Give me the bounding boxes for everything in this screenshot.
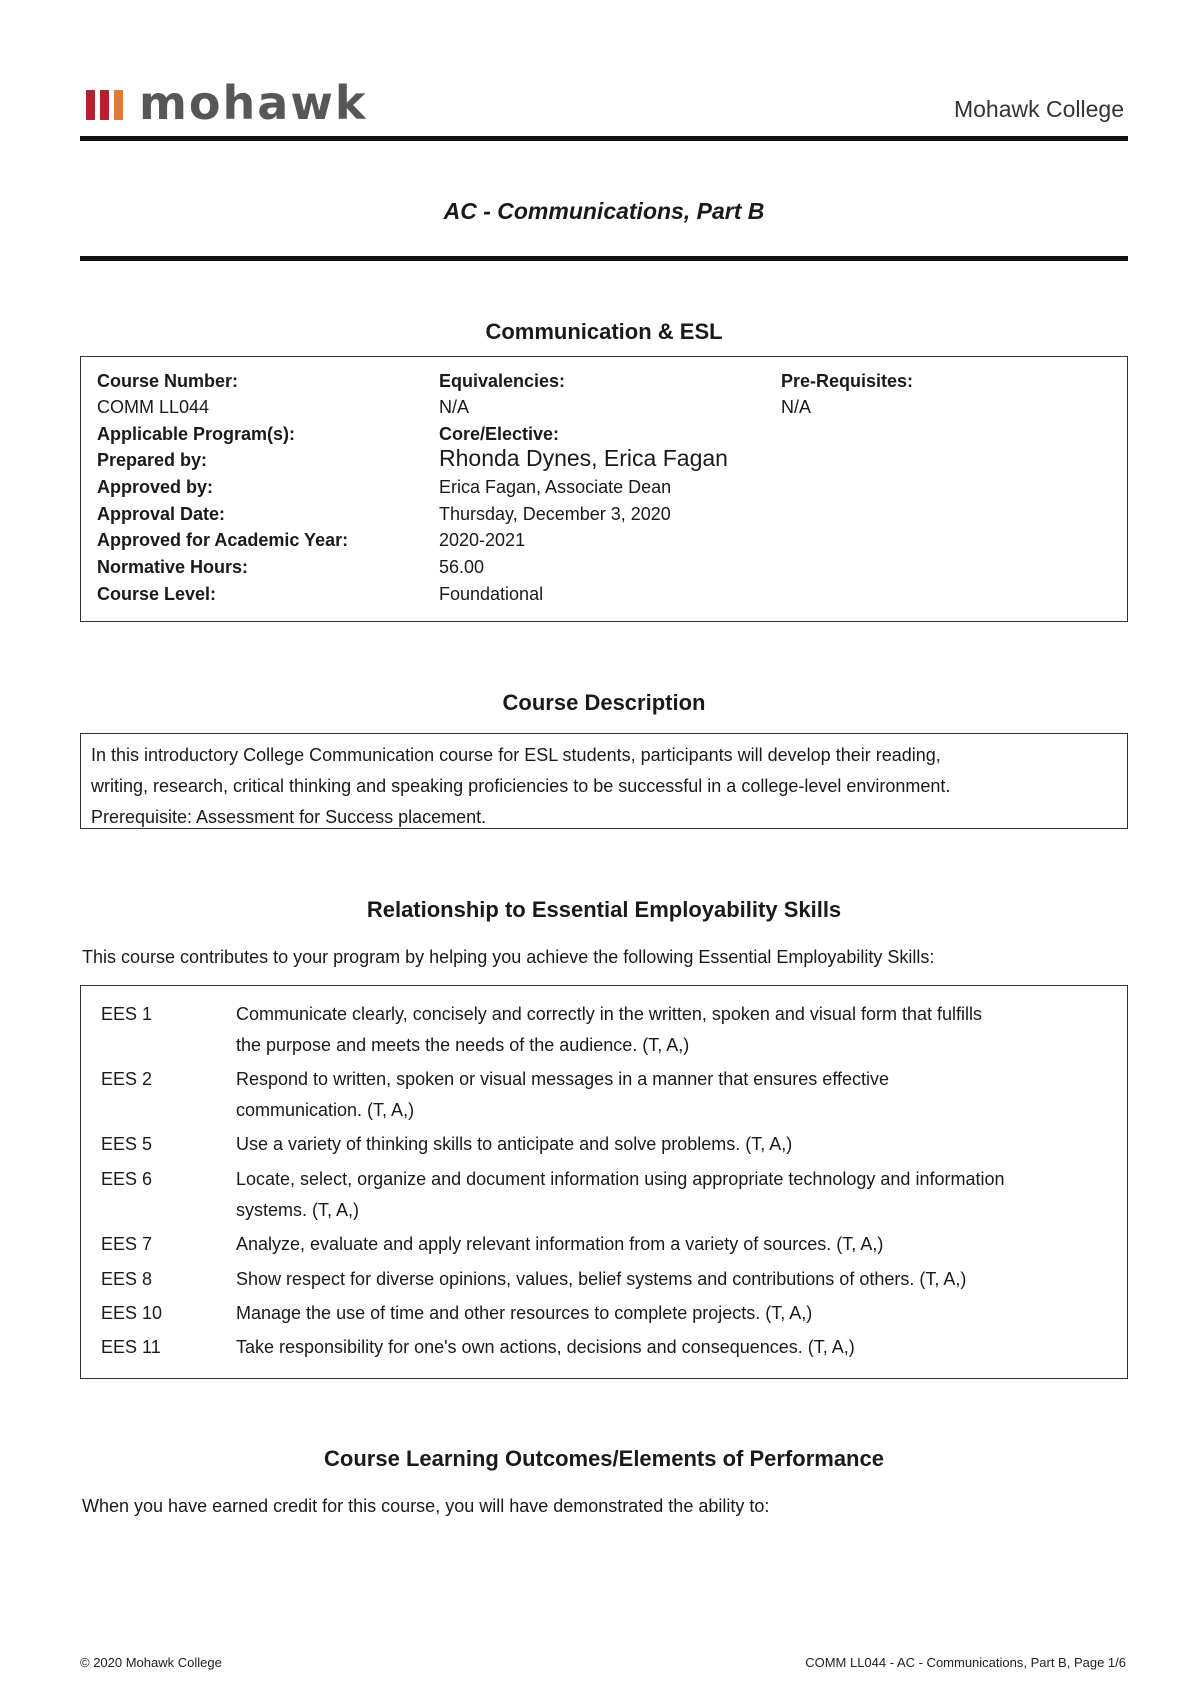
department-heading: Communication & ESL (485, 319, 723, 344)
academic-year-label: Approved for Academic Year: (97, 530, 349, 550)
approved-by-label: Approved by: (97, 477, 214, 497)
description-line: In this introductory College Communication course for ESL students, participants will develop their reading, (91, 745, 941, 765)
ees-list-box (80, 985, 1128, 1379)
ees-description (236, 1298, 1116, 1329)
course-number-label: Course Number: (97, 371, 239, 391)
ees-code: EES 10 (101, 1303, 163, 1323)
ees-code: EES 6 (101, 1169, 153, 1189)
description-line: Prerequisite: Assessment for Success placement. (91, 807, 487, 827)
course-description-text (91, 740, 1121, 833)
outcomes-heading: Course Learning Outcomes/Elements of Performance (324, 1446, 884, 1471)
ees-intro: This course contributes to your program by helping you achieve the following Essential Employability Skills: (82, 947, 935, 967)
equivalencies-label: Equivalencies: (439, 371, 566, 391)
ees-line: Locate, select, organize and document information using appropriate technology and information (236, 1169, 1005, 1189)
ees-line: Respond to written, spoken or visual messages in a manner that ensures effective (236, 1069, 890, 1089)
ees-line: the purpose and meets the needs of the audience. (T, A,) (236, 1035, 690, 1055)
ees-description (236, 1164, 1116, 1226)
logo-bar-2 (100, 90, 109, 120)
course-number-value: COMM LL044 (97, 397, 210, 417)
course-info-box (80, 356, 1128, 622)
ees-description (236, 1264, 1116, 1295)
document-page (80, 0, 1128, 1698)
ees-line: Communicate clearly, concisely and correctly in the written, spoken and visual form that fulfills (236, 1004, 982, 1024)
normative-hours-value: 56.00 (439, 557, 485, 577)
prepared-by-label: Prepared by: (97, 450, 208, 470)
ees-heading: Relationship to Essential Employability Skills (366, 897, 842, 922)
approved-by-value: Erica Fagan, Associate Dean (439, 477, 672, 497)
outcomes-intro: When you have earned credit for this course, you will have demonstrated the ability to: (82, 1496, 770, 1516)
ees-line: Use a variety of thinking skills to anticipate and solve problems. (T, A,) (236, 1134, 793, 1154)
normative-hours-label: Normative Hours: (97, 557, 249, 577)
logo-wordmark: mohawk (139, 76, 368, 130)
ees-line: Show respect for diverse opinions, values, belief systems and contributions of others. (T, A,) (236, 1269, 967, 1289)
prereq-label: Pre-Requisites: (781, 371, 914, 391)
footer-copyright: © 2020 Mohawk College (80, 1655, 222, 1670)
course-level-value: Foundational (439, 584, 544, 604)
document-title: AC - Communications, Part B (443, 198, 765, 224)
course-description-heading: Course Description (502, 690, 706, 715)
ees-line: communication. (T, A,) (236, 1100, 415, 1120)
header-rule (80, 136, 1128, 141)
approval-date-value: Thursday, December 3, 2020 (439, 504, 671, 524)
core-elective-label: Core/Elective: (439, 424, 560, 444)
course-description-box (80, 733, 1128, 829)
ees-line: Analyze, evaluate and apply relevant information from a variety of sources. (T, A,) (236, 1234, 884, 1254)
footer-page-info: COMM LL044 - AC - Communications, Part B, Page 1/6 (805, 1655, 1126, 1670)
equivalencies-value: N/A (439, 397, 470, 417)
ees-line: Take responsibility for one's own actions, decisions and consequences. (T, A,) (236, 1337, 855, 1357)
ees-code: EES 5 (101, 1134, 153, 1154)
ees-description (236, 1332, 1116, 1363)
ees-code: EES 8 (101, 1269, 153, 1289)
ees-description (236, 999, 1116, 1061)
ees-code: EES 1 (101, 1004, 153, 1024)
logo-bar-3 (114, 90, 123, 120)
ees-line: Manage the use of time and other resources to complete projects. (T, A,) (236, 1303, 813, 1323)
page-header (80, 76, 1128, 140)
course-level-label: Course Level: (97, 584, 217, 604)
ees-code: EES 2 (101, 1069, 153, 1089)
logo-bars-icon (86, 90, 123, 120)
mohawk-logo (86, 76, 368, 130)
ees-description (236, 1064, 1116, 1126)
description-line: writing, research, critical thinking and speaking proficiencies to be successful in a college-level environment. (91, 776, 951, 796)
college-name: Mohawk College (953, 96, 1124, 122)
ees-description (236, 1129, 1116, 1160)
ees-line: systems. (T, A,) (236, 1200, 360, 1220)
ees-code: EES 11 (101, 1337, 161, 1357)
prereq-value: N/A (781, 397, 812, 417)
prepared-by-value: Rhonda Dynes, Erica Fagan (439, 445, 728, 471)
title-rule (80, 256, 1128, 261)
academic-year-value: 2020-2021 (439, 530, 526, 550)
applicable-programs-label: Applicable Program(s): (97, 424, 296, 444)
ees-description (236, 1229, 1116, 1260)
ees-code: EES 7 (101, 1234, 153, 1254)
approval-date-label: Approval Date: (97, 504, 226, 524)
logo-bar-1 (86, 90, 95, 120)
